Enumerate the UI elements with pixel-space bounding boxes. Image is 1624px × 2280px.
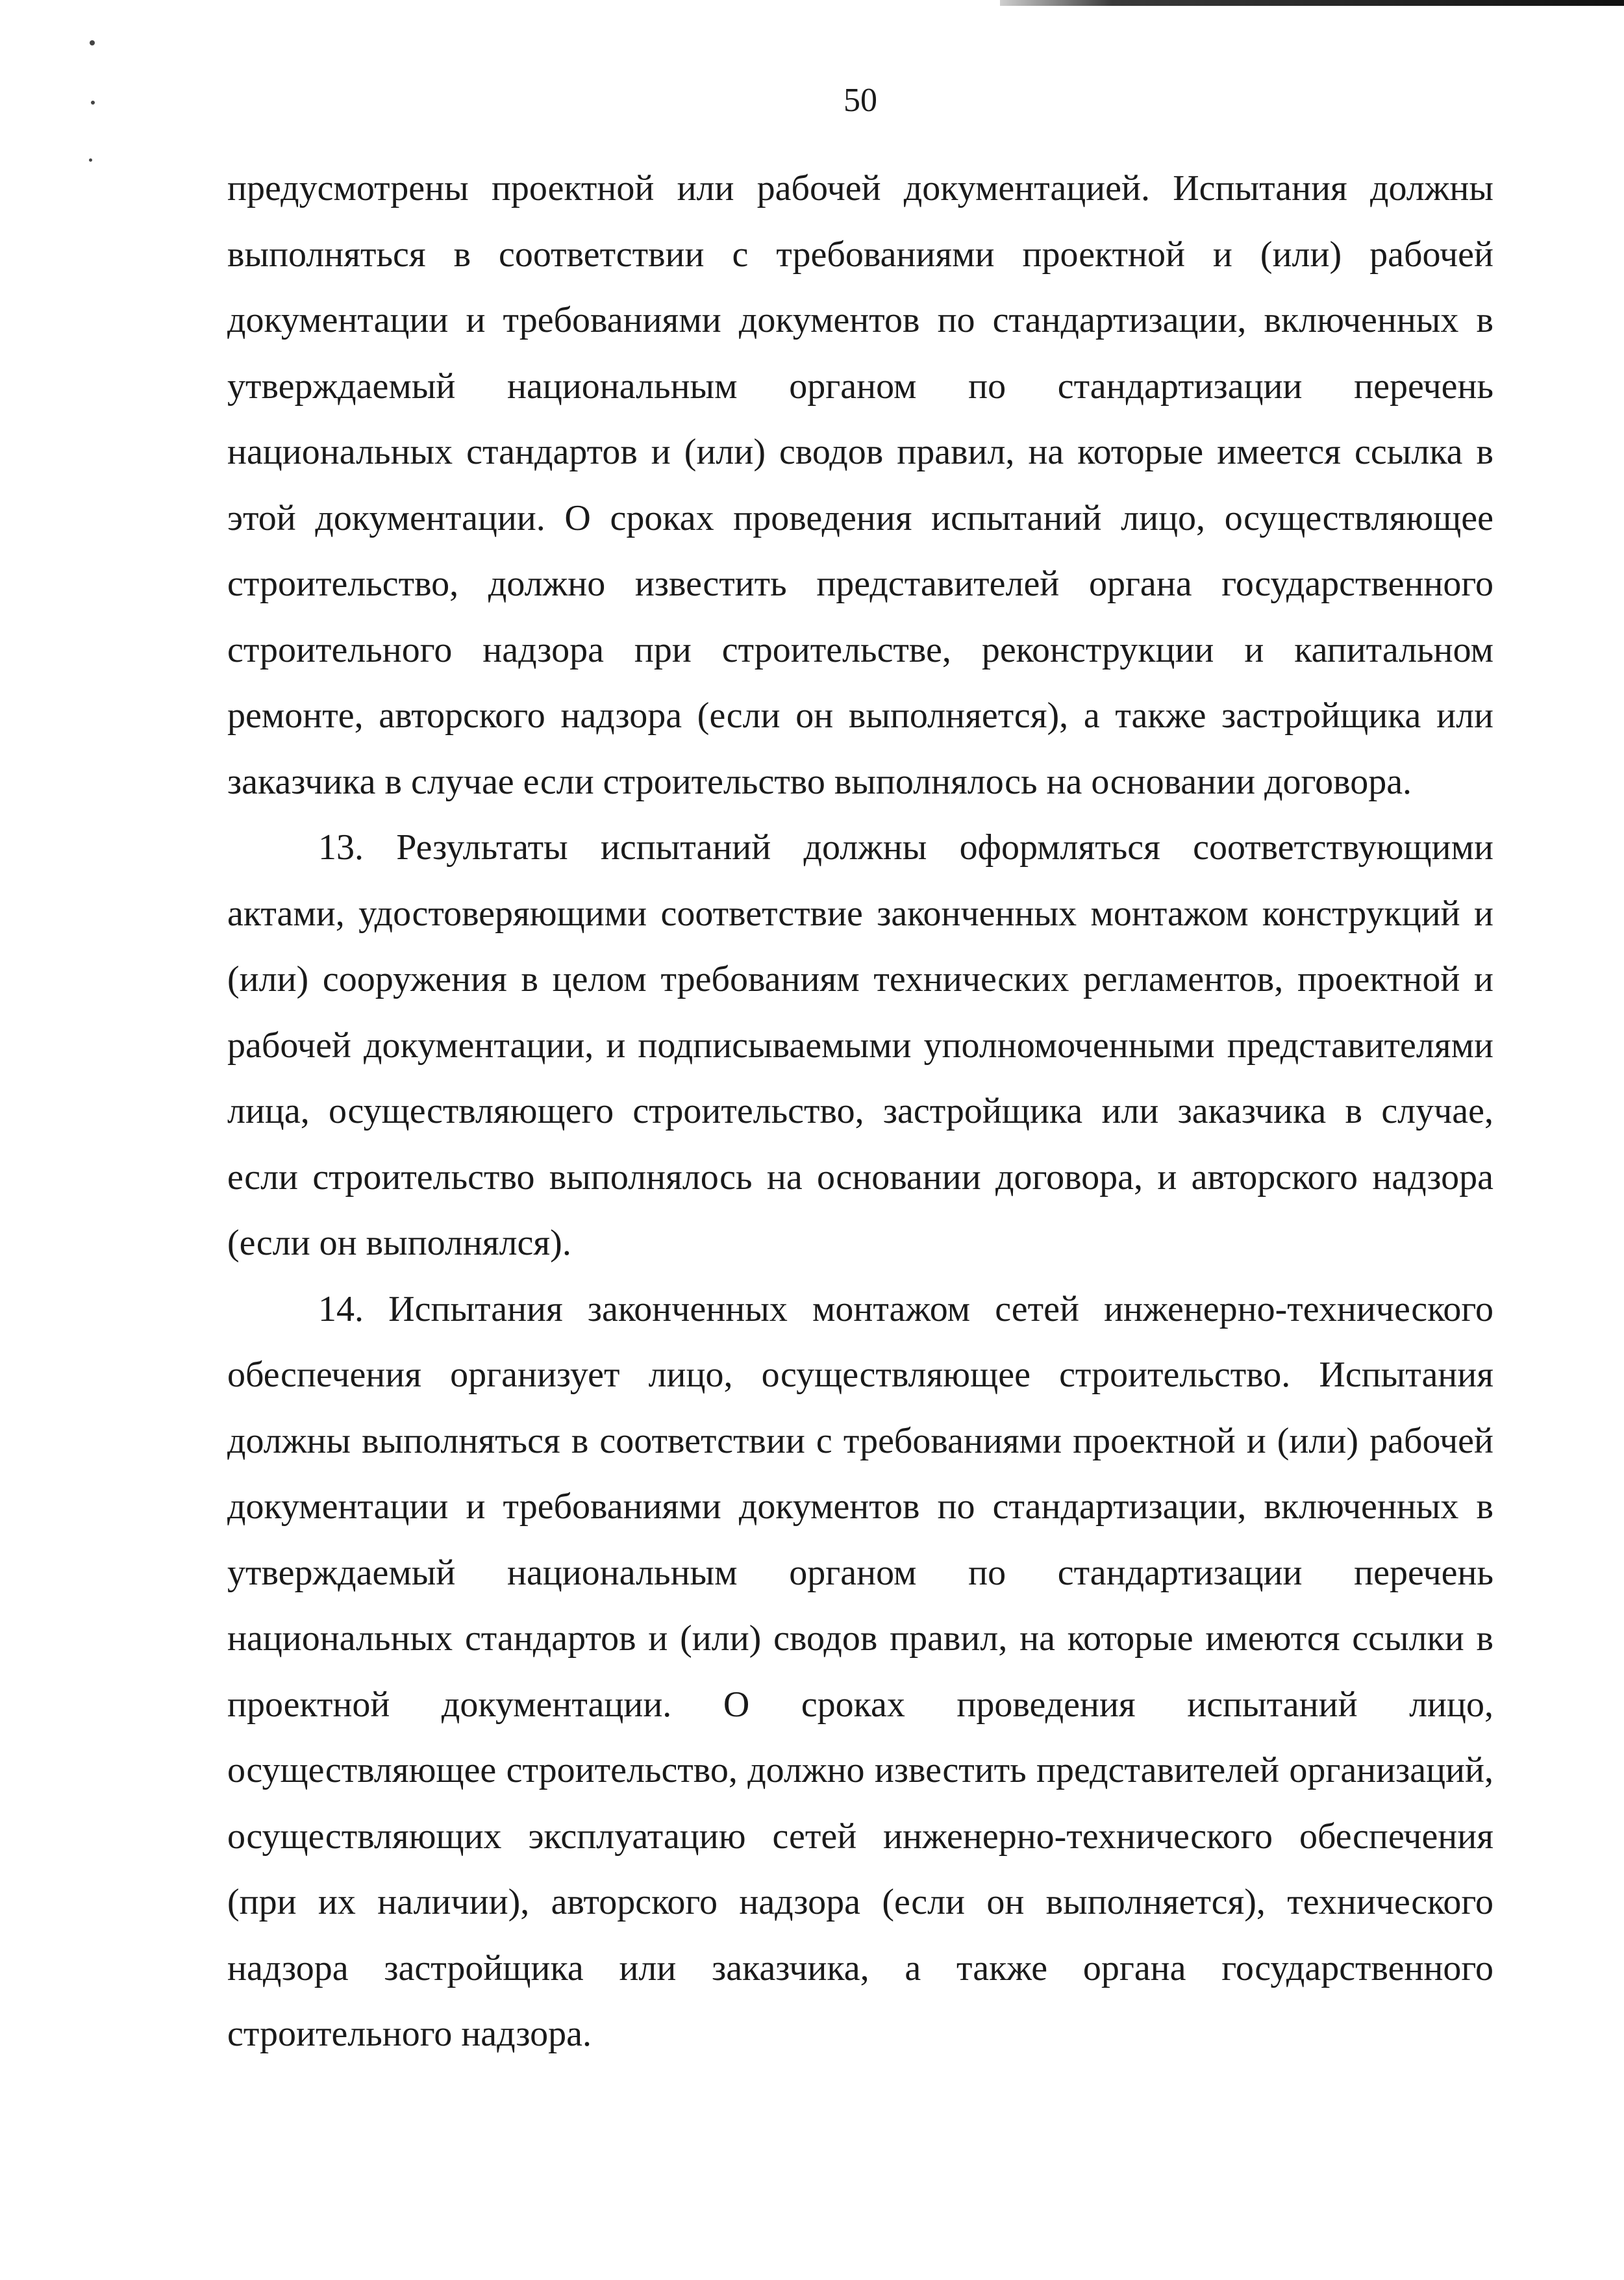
page-number: 50 (843, 82, 877, 119)
scan-edge-line (1000, 0, 1624, 6)
scan-speck (90, 40, 95, 45)
scan-speck (89, 158, 92, 162)
paragraph-continuation: предусмотрены проектной или рабочей документацией. Испытания должны выполняться в соответствии с требованиями проектной и (или) рабочей документации и требованиями документов по стандартизации, включенных в утверждаемый национальным органом по стандартизации перечень национальных стандартов и (или) сводов правил, на которые имеется ссылка в этой документации. О сроках проведения испытаний лицо, осуществляющее строительство, должно известить представителей органа государственного строительного надзора при строительстве, реконструкции и капитальном ремонте, авторского надзора (если он выполняется), а также застройщика или заказчика в случае если строительство выполнялось на основании договора. (227, 168, 1493, 802)
paragraph-item-13: 13. Результаты испытаний должны оформляться соответствующими актами, удостоверяющими соответствие законченных монтажом конструкций и (или) сооружения в целом требованиям технических регламентов, проектной и рабочей документации, и подписываемыми уполномоченными представителями лица, осуществляющего строительство, застройщика или заказчика в случае, если строительство выполнялось на основании договора, и авторского надзора (если он выполнялся). (227, 827, 1493, 1263)
paragraph-item-14: 14. Испытания законченных монтажом сетей инженерно-технического обеспечения организует лицо, осуществляющее строительство. Испытания должны выполняться в соответствии с требованиями проектной и (или) рабочей документации и требованиями документов по стандартизации, включенных в утверждаемый национальным органом по стандартизации перечень национальных стандартов и (или) сводов правил, на которые имеются ссылки в проектной документации. О сроках проведения испытаний лицо, осуществляющее строительство, должно известить представителей организаций, осуществляющих эксплуатацию сетей инженерно-технического обеспечения (при их наличии), авторского надзора (если он выполняется), технического надзора застройщика или заказчика, а также органа государственного строительного надзора. (227, 1288, 1493, 2054)
document-body (227, 156, 1493, 2068)
